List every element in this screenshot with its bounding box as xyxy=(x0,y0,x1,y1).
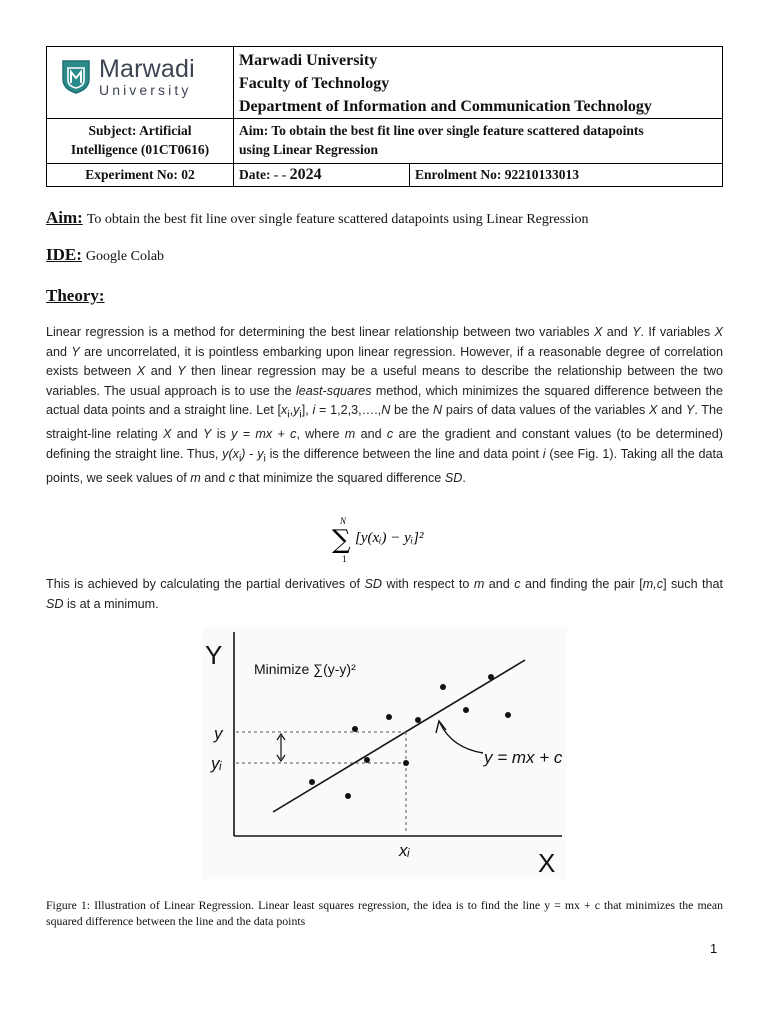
shield-icon xyxy=(61,59,91,95)
header-table xyxy=(46,46,723,187)
data-point xyxy=(488,674,494,680)
aim-line-2: using Linear Regression xyxy=(239,142,379,157)
subject-cell xyxy=(47,119,234,164)
data-point xyxy=(345,793,351,799)
y-axis-label: Y xyxy=(205,640,223,670)
data-point xyxy=(403,760,409,766)
data-point xyxy=(463,707,469,713)
partial-derivatives-paragraph: This is achieved by calculating the partial derivatives of SD with respect to m and c and finding the pair [m,c] such that SD is at a minimum. xyxy=(46,577,724,611)
sum-squared-formula xyxy=(300,514,500,574)
regression-figure xyxy=(203,627,567,879)
date-year: 2024 xyxy=(289,166,322,183)
department-name: Department of Information and Communication Technology xyxy=(239,98,652,115)
x-axis-label: X xyxy=(538,848,556,878)
data-point xyxy=(505,712,511,718)
aim-section xyxy=(46,208,589,228)
experiment-cell: Experiment No: 02 xyxy=(47,164,234,187)
ide-section xyxy=(46,245,164,265)
logo-name: Marwadi xyxy=(99,55,195,83)
data-point xyxy=(440,684,446,690)
sigma-symbol: ∑ xyxy=(332,525,351,555)
subject-line-1: Subject: Artificial xyxy=(88,123,192,138)
formula-body: [y(xᵢ) − yᵢ]² xyxy=(355,530,424,546)
ide-label: IDE: xyxy=(46,245,82,264)
formula-upper-limit: N xyxy=(340,516,347,526)
data-point xyxy=(386,714,392,720)
theory-paragraph: Linear regression is a method for determining the best linear relationship between two variables X and Y. If variables X and Y are uncorrelated, it is pointless embarking upon linear regression. However, if a reasonable degree of correlation exists between X and Y then linear regression may be a useful means to describe the relationship between the two variables. The usual approach is to use the least-squares method, which minimizes the squared difference between the actual data points and a straight line. Let $[x_i,y_i]$, i = 1,2,3,….,N be the N pairs of data values of the variables X and Y. The straight-line relating X and Y is y = mx + c, where m and c are the gradient and constant values (to be determined) defining the straight line. Thus, $y(x_i) - y_i$ is the difference between the line and data point i (see Fig. 1). Taking all the data points, we seek values of m and c that minimize the squared difference SD. xyxy=(46,325,724,485)
page-number: 1 xyxy=(710,941,718,956)
xi-value-label: xᵢ xyxy=(399,841,410,860)
aim-cell xyxy=(234,119,723,164)
aim-line-1: Aim: To obtain the best fit line over single feature scattered datapoints xyxy=(239,123,644,138)
faculty-name: Faculty of Technology xyxy=(239,75,390,92)
theory-heading: Theory: xyxy=(46,286,105,305)
university-name: Marwadi University xyxy=(239,52,378,69)
date-label: Date: - - xyxy=(239,167,287,182)
subject-line-2: Intelligence (01CT0616) xyxy=(70,142,210,157)
university-logo xyxy=(61,57,195,97)
minimize-label: Minimize ∑(y-y)² xyxy=(254,661,356,677)
aim-text: To obtain the best fit line over single feature scattered datapoints using Linear Regression xyxy=(86,212,589,227)
data-point xyxy=(415,717,421,723)
enrolment-cell: Enrolment No: 92210133013 xyxy=(410,164,723,187)
formula-lower-limit: 1 xyxy=(342,554,347,564)
institution-cell xyxy=(234,47,723,119)
yi-value-label: yᵢ xyxy=(211,754,222,773)
ide-text: Google Colab xyxy=(85,249,165,264)
date-cell xyxy=(234,164,410,187)
data-point xyxy=(309,779,315,785)
data-point xyxy=(364,757,370,763)
data-point xyxy=(352,726,358,732)
figure-caption: Figure 1: Illustration of Linear Regression. Linear least squares regression, the idea is to find the line y = mx + c that minimizes the mean squared difference between the line and the data points xyxy=(46,898,723,928)
y-value-label: y xyxy=(214,724,223,743)
logo-subtitle: University xyxy=(99,82,192,98)
logo-cell xyxy=(47,47,234,119)
aim-label: Aim: xyxy=(46,208,83,227)
line-equation-label: y = mx + c xyxy=(484,748,563,767)
